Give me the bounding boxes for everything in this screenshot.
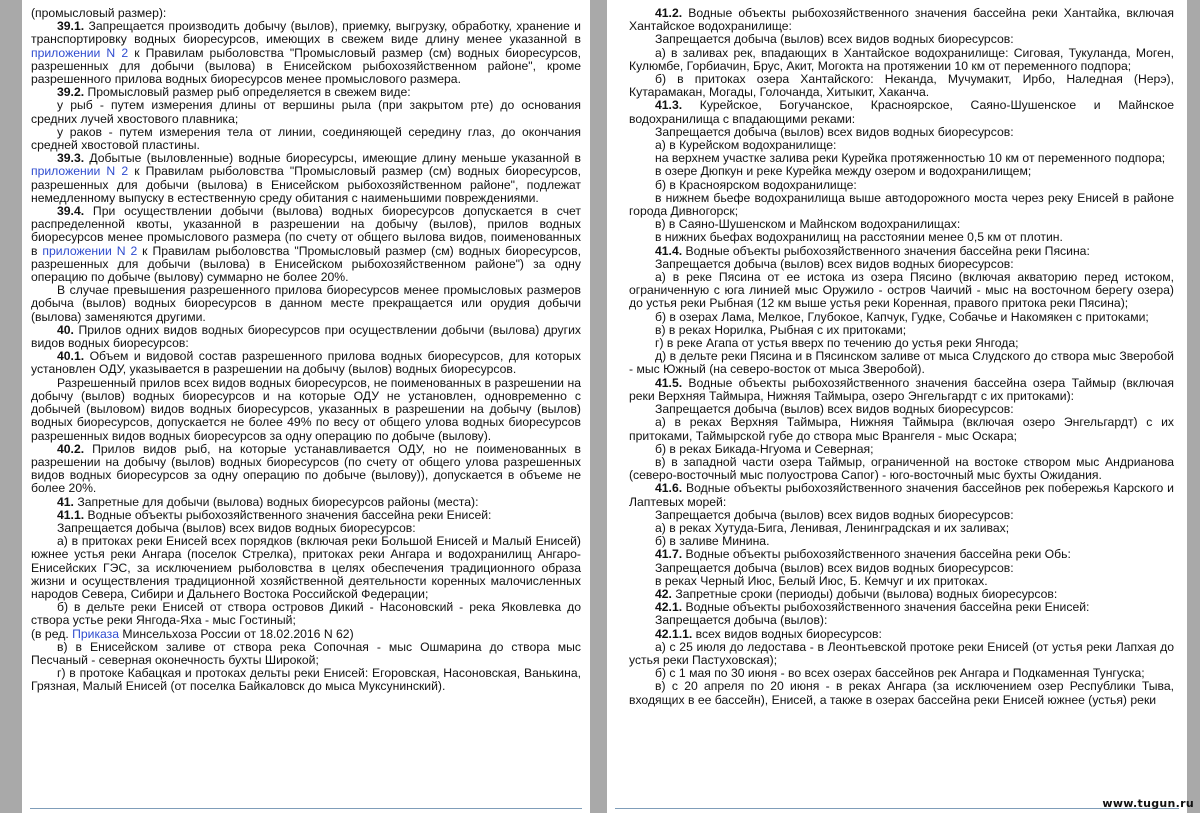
paragraph-text: в) с 20 апреля по 20 июня - в реках Ангара (за исключением озер Республики Тыва, входящих в ее бассейн), Енисей, а также в озерах бассейна реки Енисей южнее (устья) реки	[629, 679, 1174, 707]
paragraph-text: Запрещается добыча (вылов) всех видов водных биоресурсов:	[655, 256, 1014, 271]
paragraph	[629, 99, 1174, 125]
paragraph-text: в реках Черный Июс, Белый Июс, Б. Кемчуг и их притоках.	[655, 573, 988, 588]
paragraph-text: б) в озерах Лама, Мелкое, Глубокое, Капчук, Гудке, Собачье и Накомякен с притоками;	[655, 309, 1149, 324]
document-link[interactable]: приложении N 2	[42, 243, 138, 258]
clause-number: 39.3.	[57, 151, 85, 166]
paragraph-text: к Правилам рыболовства "Промысловый размер (см) водных биоресурсов, разрешенных для добычи (вылова) в Енисейском рыбохозяйственном районе", кроме разрешенного прилова водных биоресурсов менее промыслового размера.	[31, 45, 581, 87]
paragraph	[31, 284, 581, 324]
paragraph-text: а) в реках Верхняя Таймыра, Нижняя Таймыра (включая озеро Энгельгардт) с их притоками, Таймырской губе до створа мыс Врангеля - мыс Оскара;	[629, 415, 1174, 443]
paragraph-text: б) в заливе Минина.	[655, 534, 770, 549]
paragraph	[31, 535, 581, 601]
site-watermark: www.tugun.ru	[1102, 797, 1194, 810]
paragraph	[31, 350, 581, 376]
paragraph-text: а) в заливах рек, впадающих в Хантайское водохранилище: Сиговая, Тукуланда, Моген, Кулюмбе, Горбиачин, Брус, Акит, Могокта на протяжении 10 км от переменного подпора;	[629, 45, 1174, 73]
paragraph-text: Прилов одних видов водных биоресурсов при осуществлении добычи (вылова) других видов водных биоресурсов:	[31, 322, 581, 351]
document-page-right	[607, 0, 1187, 813]
paragraph	[629, 680, 1174, 706]
clause-number: 39.1.	[57, 19, 85, 34]
paragraph-text: Запрещается добыча (вылов) всех видов водных биоресурсов:	[655, 560, 1014, 575]
paragraph-text: а) в Курейском водохранилище:	[655, 138, 837, 153]
clause-number: 41.1.	[57, 507, 85, 522]
paragraph	[31, 377, 581, 443]
clause-number: 41.2.	[655, 6, 683, 20]
right-page-text	[629, 7, 1174, 707]
clause-number: 42.1.	[655, 600, 683, 615]
clause-number: 39.4.	[57, 204, 85, 219]
paragraph-text: всех видов водных биоресурсов:	[692, 626, 882, 641]
paragraph-text: а) в притоках реки Енисей всех порядков (включая реки Большой Енисей и Малый Енисей) южнее устья реки Ангара (поселок Стрелка), притоках реки Ангара и водохранилищ Ангаро-Енисейских ГЭС, за исключением рыболовства в целях обеспечения традиционного образа жизни и осуществления традиционной хозяйственной деятельности коренных малочисленных народов Севера, Сибири и Дальнего Востока Российской Федерации;	[31, 534, 581, 601]
paragraph-text: Водные объекты рыбохозяйственного значения бассейнов рек побережья Карского и Лаптевых морей:	[629, 481, 1174, 509]
clause-number: 40.2.	[57, 441, 85, 456]
paragraph-text: Запретные сроки (периоды) добычи (вылова) водных биоресурсов:	[671, 586, 1058, 601]
paragraph	[31, 667, 581, 693]
clause-number: 41.5.	[655, 375, 683, 390]
paragraph	[31, 443, 581, 496]
paragraph-text: Запретные для добычи (вылова) водных биоресурсов районы (места):	[73, 494, 479, 509]
clause-number: 42.	[655, 586, 672, 601]
paragraph-text: а) в реке Пясина от ее истока из озера Пясино (включая акваторию перед истоком, ограниченную с юга линией мыс Оружило - остров Чаичий - мыс на восточном берегу озера) до устья реки Рыбная (12 км выше устья реки Коренная, правого притока реки Пясина);	[629, 270, 1174, 311]
paragraph-text: г) в протоке Кабацкая и протоках дельты реки Енисей: Егоровская, Насоновская, Ванькина, Грязная, Малый Енисей (от поселка Байкаловск до мыса Муксунинский).	[31, 666, 581, 694]
paragraph-text: г) в реке Агапа от устья вверх по течению до устья реки Янгода;	[655, 336, 1019, 351]
page-bottom-border	[615, 808, 1179, 809]
paragraph	[629, 482, 1174, 508]
clause-number: 41.7.	[655, 547, 683, 562]
paragraph-text: б) с 1 мая по 30 июня - во всех озерах бассейнов рек Ангара и Подкаменная Тунгуска;	[655, 666, 1145, 681]
paragraph	[629, 641, 1174, 667]
clause-number: 40.	[57, 322, 74, 337]
paragraph	[31, 324, 581, 350]
paragraph	[31, 99, 581, 125]
paragraph-text: к Правилам рыболовства "Промысловый размер (см) водных биоресурсов, разрешенных для добычи (вылова) в Енисейском рыбохозяйственном районе", подлежат немедленному выпуску в естественную среду обитания с наименьшими повреждениями.	[31, 164, 581, 205]
clause-number: 41.3.	[655, 98, 683, 113]
paragraph-text: а) с 25 июля до ледостава - в Леонтьевской протоке реки Енисей (от устья реки Лапхая до устья реки Пастуховская);	[629, 639, 1174, 667]
clause-number: 42.1.1.	[655, 626, 693, 641]
paragraph	[31, 205, 581, 284]
paragraph-text: Водные объекты рыбохозяйственного значения бассейна реки Енисей:	[682, 600, 1090, 615]
paragraph-text: б) в дельте реки Енисей от створа островов Дикий - Насоновский - река Яковлевка до створа устье реки Янгода-Яха - мыс Гостиный;	[31, 600, 581, 628]
paragraph-text: Минсельхоза России от 18.02.2016 N 62)	[119, 626, 354, 641]
clause-number: 41.6.	[655, 481, 683, 496]
left-page-text	[31, 7, 581, 694]
clause-number: 40.1.	[57, 349, 85, 364]
paragraph-text: Водные объекты рыбохозяйственного значения бассейна реки Пясина:	[682, 243, 1090, 258]
clause-number: 39.2.	[57, 85, 85, 100]
paragraph-text: Разрешенный прилов всех видов водных биоресурсов, не поименованных в разрешении на добычу (вылов) водных биоресурсов и на которые ОДУ не установлен, одновременно с добычей (выловом) видов водных биоресурсов, указанных в разрешении на добычу (вылов) водных биоресурсов, допускается не более 49% по весу от общего улова водных биоресурсов разрешенных видов водных биоресурсов за одну операцию по добыче (вылову).	[31, 375, 581, 443]
paragraph-text: на верхнем участке залива реки Курейка протяженностью 10 км от переменного подпора;	[655, 151, 1166, 166]
paragraph-text: Запрещается добыча (вылов) всех видов водных биоресурсов:	[57, 520, 416, 535]
paragraph	[629, 73, 1174, 99]
paragraph-text: Водные объекты рыбохозяйственного значения бассейна реки Енисей:	[84, 507, 492, 522]
paragraph-text: Запрещается добыча (вылов) всех видов водных биоресурсов:	[655, 124, 1014, 139]
paragraph	[629, 377, 1174, 403]
paragraph-text: б) в Красноярском водохранилище:	[655, 177, 857, 192]
paragraph-text: Водные объекты рыбохозяйственного значения бассейна реки Обь:	[682, 547, 1071, 562]
paragraph-text: в) в западной части озера Таймыр, ограниченной на востоке створом мыс Андрианова (северо-восточный мыс полуострова Сапог) - юго-восточный мыс бухты Ожидания.	[629, 454, 1174, 483]
document-link[interactable]: приложении N 2	[31, 45, 129, 60]
paragraph	[629, 416, 1174, 442]
paragraph	[31, 20, 581, 86]
paragraph-text: а) в реках Хутуда-Бига, Ленивая, Ленинградская и их заливах;	[655, 520, 1010, 535]
paragraph	[629, 456, 1174, 482]
paragraph-text: (промысловый размер):	[31, 6, 167, 20]
paragraph	[629, 192, 1174, 218]
paragraph-text: у рыб - путем измерения длины от вершины рыла (при закрытом рте) до основания средних лучей хвостового плавника;	[31, 98, 581, 126]
paragraph	[629, 271, 1174, 311]
paragraph	[31, 601, 581, 627]
clause-number: 41.	[57, 494, 74, 509]
paragraph	[31, 641, 581, 667]
paragraph	[629, 7, 1174, 33]
paragraph-text: Запрещается производить добычу (вылов), приемку, выгрузку, обработку, хранение и транспортировку водных биоресурсов, имеющих в свежем виде длину менее указанной в	[31, 19, 581, 47]
paragraph-text: в) в Саяно-Шушенском и Майнском водохранилищах:	[655, 217, 961, 232]
paragraph-text: к Правилам рыболовства "Промысловый размер (см) водных биоресурсов, разрешенных для добычи (вылова) в Енисейском рыбохозяйственном районе") за одну операцию по добыче (вылову) суммарно не более 20%.	[31, 243, 581, 285]
page-bottom-border	[30, 808, 582, 809]
paragraph	[31, 152, 581, 205]
paragraph	[31, 126, 581, 152]
paragraph-text: В случае превышения разрешенного прилова биоресурсов менее промысловых размеров добыча (вылов) водных биоресурсов в данном месте прекращается или орудия добычи (вылова) заменяются другими.	[31, 283, 581, 324]
paragraph-text: в) в реках Норилка, Рыбная с их притоками;	[655, 322, 907, 337]
paragraph-text: в нижнем бьефе водохранилища выше автодорожного моста через реку Енисей в районе города Дивногорск;	[629, 190, 1174, 219]
paragraph-text: Водные объекты рыбохозяйственного значения бассейна озера Таймыр (включая реки Верхняя Таймыра, Нижняя Таймыра, озеро Энгельгардт с их притоками):	[629, 375, 1174, 403]
paragraph-text: Объем и видовой состав разрешенного прилова водных биоресурсов, для которых установлен ОДУ, указывается в разрешении на добычу (вылов) водных биоресурсов.	[31, 349, 581, 377]
paragraph-text: Прилов видов рыб, на которые устанавливается ОДУ, но не поименованных в разрешении на добычу (вылов) водных биоресурсов (по счету от общего улова разрешенных видов водных биоресурсов за одну операцию по добыче (вылову)), допускается в объеме не более 20%.	[31, 441, 581, 496]
paragraph	[629, 350, 1174, 376]
paragraph-text: Добытые (выловленные) водные биоресурсы, имеющие длину меньше указанной в	[84, 151, 581, 166]
document-page-left	[22, 0, 590, 813]
document-link[interactable]: Приказа	[72, 626, 120, 641]
paragraph-text: При осуществлении добычи (вылова) водных биоресурсов допускается в счет распределенной квоты, указанной в разрешении на добычу (вылов), прилов водных биоресурсов менее промыслового размера (по счету от общего вылова видов, поименованных в	[31, 204, 581, 258]
paragraph-text: б) в реках Бикада-Нгуома и Северная;	[655, 441, 874, 456]
paragraph-text: у раков - путем измерения тела от линии, соединяющей середину глаз, до окончания средней хвостовой пластины.	[31, 124, 581, 153]
clause-number: 41.4.	[655, 243, 683, 258]
paragraph-text: Водные объекты рыбохозяйственного значения бассейна реки Хантайка, включая Хантайское водохранилище:	[629, 6, 1174, 34]
paragraph-text: Запрещается добыча (вылов) всех видов водных биоресурсов:	[655, 507, 1014, 522]
paragraph-text: Запрещается добыча (вылов) всех видов водных биоресурсов:	[655, 32, 1014, 47]
paragraph-text: Запрещается добыча (вылов) всех видов водных биоресурсов:	[655, 402, 1014, 417]
paragraph	[629, 47, 1174, 73]
paragraph-text: д) в дельте реки Пясина и в Пясинском заливе от мыса Слудского до створа мыс Зверобой - мыс Южный (на северо-восток от мыса Зверобой).	[629, 349, 1174, 377]
document-link[interactable]: приложении N 2	[31, 164, 129, 179]
paragraph-text: в) в Енисейском заливе от створа река Сопочная - мыс Ошмарина до створа мыс Песчаный - северная оконечность бухты Широкой;	[31, 639, 581, 667]
paragraph-text: Промысловый размер рыб определяется в свежем виде:	[84, 85, 411, 100]
paragraph-text: б) в притоках озера Хантайского: Неканда, Мучумакит, Ирбо, Наледная (Нерэ), Кутарамакан, Могады, Голочанда, Хитыкит, Хаканча.	[629, 72, 1174, 100]
paragraph-text: в нижних бьефах водохранилищ на расстоянии менее 0,5 км от плотин.	[655, 230, 1063, 245]
paragraph-text: Курейское, Богучанское, Красноярское, Саяно-Шушенское и Майнское водохранилища с впадающими реками:	[629, 98, 1174, 126]
paragraph-text: в озере Дюпкун и реке Курейка между озером и водохранилищем;	[655, 164, 1032, 179]
paragraph-text: Запрещается добыча (вылов):	[655, 613, 828, 628]
paragraph-text: (в ред.	[31, 626, 73, 641]
